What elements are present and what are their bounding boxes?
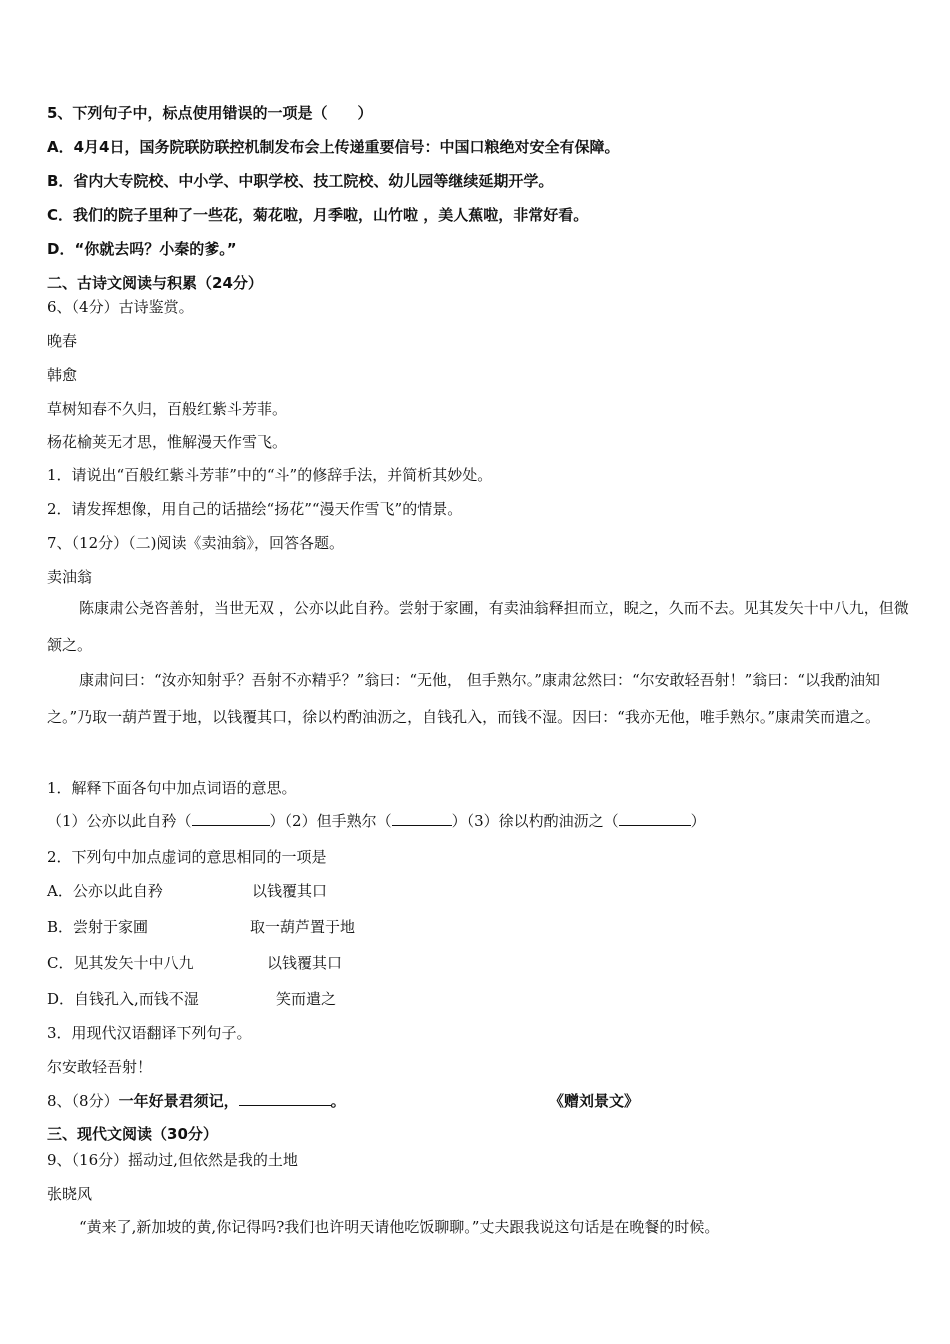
q6-poem-title: 晚春 xyxy=(47,332,78,350)
q7-sub1-close: ） xyxy=(690,812,706,830)
answer-blank-3[interactable] xyxy=(619,811,691,826)
q6-stem: 6、（4分）古诗鉴赏。 xyxy=(47,298,194,316)
q8-source: 《赠刘景文》 xyxy=(549,1092,640,1110)
q7-option-b-right: 取一葫芦置于地 xyxy=(250,918,356,936)
q8-verse: 一年好景君须记， xyxy=(118,1092,239,1110)
answer-blank-2[interactable] xyxy=(392,811,452,826)
q9-stem: 9、（16分）摇动过,但依然是我的土地 xyxy=(47,1151,298,1169)
q6-poem-line-1: 草树知春不久归，百般红紫斗芳菲。 xyxy=(47,400,288,418)
q7-option-c-right: 以钱覆其口 xyxy=(267,954,343,972)
section2-heading: 二、古诗文阅读与积累（24分） xyxy=(47,274,263,292)
q7-sub3-sentence: 尔安敢轻吾射！ xyxy=(47,1058,153,1076)
q7-option-a-right: 以钱覆其口 xyxy=(252,882,328,900)
q8-end: 。 xyxy=(330,1092,346,1110)
q8-stem: 8、（8分） xyxy=(47,1092,119,1110)
q5-option-d: D．“你就去吗？小秦的爹。” xyxy=(47,240,237,258)
q7-subquestion-1: 1．解释下面各句中加点词语的意思。 xyxy=(47,779,297,797)
q5-option-b: B．省内大专院校、中小学、中职学校、技工院校、幼儿园等继续延期开学。 xyxy=(47,172,554,190)
q5-stem: 5、下列句子中，标点使用错误的一项是（ ） xyxy=(47,104,373,122)
q7-passage-title: 卖油翁 xyxy=(47,568,93,586)
q9-author: 张晓风 xyxy=(47,1185,93,1203)
q7-sub1-item-1: （1）公亦以此自矜（ xyxy=(47,812,192,830)
q6-subquestion-2: 2．请发挥想像，用自己的话描绘“扬花”“漫天作雪飞”的情景。 xyxy=(47,500,463,518)
answer-blank-4[interactable] xyxy=(239,1091,331,1106)
q8-line xyxy=(47,1091,346,1111)
q7-sub1-item-2: ）（2）但手熟尔（ xyxy=(269,812,392,830)
q7-stem: 7、（12分）（二)阅读《卖油翁》，回答各题。 xyxy=(47,534,344,552)
q7-passage-paragraph-1: 陈康肃公尧咨善射，当世无双 ，公亦以此自矜。尝射于家圃，有卖油翁释担而立，睨之，久而不去。见其发矢十中八九，但微颔之。 xyxy=(47,599,909,654)
q6-subquestion-1: 1．请说出“百般红紫斗芳菲”中的“斗”的修辞手法，并简析其妙处。 xyxy=(47,466,493,484)
answer-blank-1[interactable] xyxy=(192,811,270,826)
section3-heading: 三、现代文阅读（30分） xyxy=(47,1125,218,1143)
q7-option-c-left: C．见其发矢十中八九 xyxy=(47,954,194,972)
q7-passage-paragraph-2: 康肃问曰：“汝亦知射乎？吾射不亦精乎？”翁曰：“无他， 但手熟尔。”康肃忿然曰：“尔安敢轻吾射！”翁曰：“以我酌油知之。”乃取一葫芦置于地，以钱覆其口，徐以杓酌油沥之，自钱孔入，而钱不湿。因曰：“我亦无他，唯手熟尔。”康肃笑而遣之。 xyxy=(47,671,881,726)
q6-poem-line-2: 杨花榆荚无才思，惟解漫天作雪飞。 xyxy=(47,433,288,451)
q7-option-b-left: B．尝射于家圃 xyxy=(47,918,149,936)
q5-option-a: A．4月4日，国务院联防联控机制发布会上传递重要信号：中国口粮绝对安全有保障。 xyxy=(47,138,620,156)
q7-option-d-right: 笑而遣之 xyxy=(276,990,337,1008)
q7-subquestion-3: 3．用现代汉语翻译下列句子。 xyxy=(47,1024,252,1042)
q7-sub1-items xyxy=(47,811,706,831)
q7-option-a-left: A．公亦以此自矜 xyxy=(47,882,163,900)
q7-sub1-item-3: ）（3）徐以杓酌油沥之（ xyxy=(451,812,619,830)
q9-paragraph-1: “黄来了,新加坡的黄,你记得吗?我们也许明天请他吃饭聊聊。”丈夫跟我说这句话是在晚餐的时候。 xyxy=(79,1218,720,1236)
q6-poet: 韩愈 xyxy=(47,366,78,384)
q7-option-d-left: D．自钱孔入,而钱不湿 xyxy=(47,990,199,1008)
q7-subquestion-2: 2．下列句中加点虚词的意思相同的一项是 xyxy=(47,848,327,866)
q5-option-c: C．我们的院子里种了一些花，菊花啦，月季啦，山竹啦 ，美人蕉啦，非常好看。 xyxy=(47,206,589,224)
